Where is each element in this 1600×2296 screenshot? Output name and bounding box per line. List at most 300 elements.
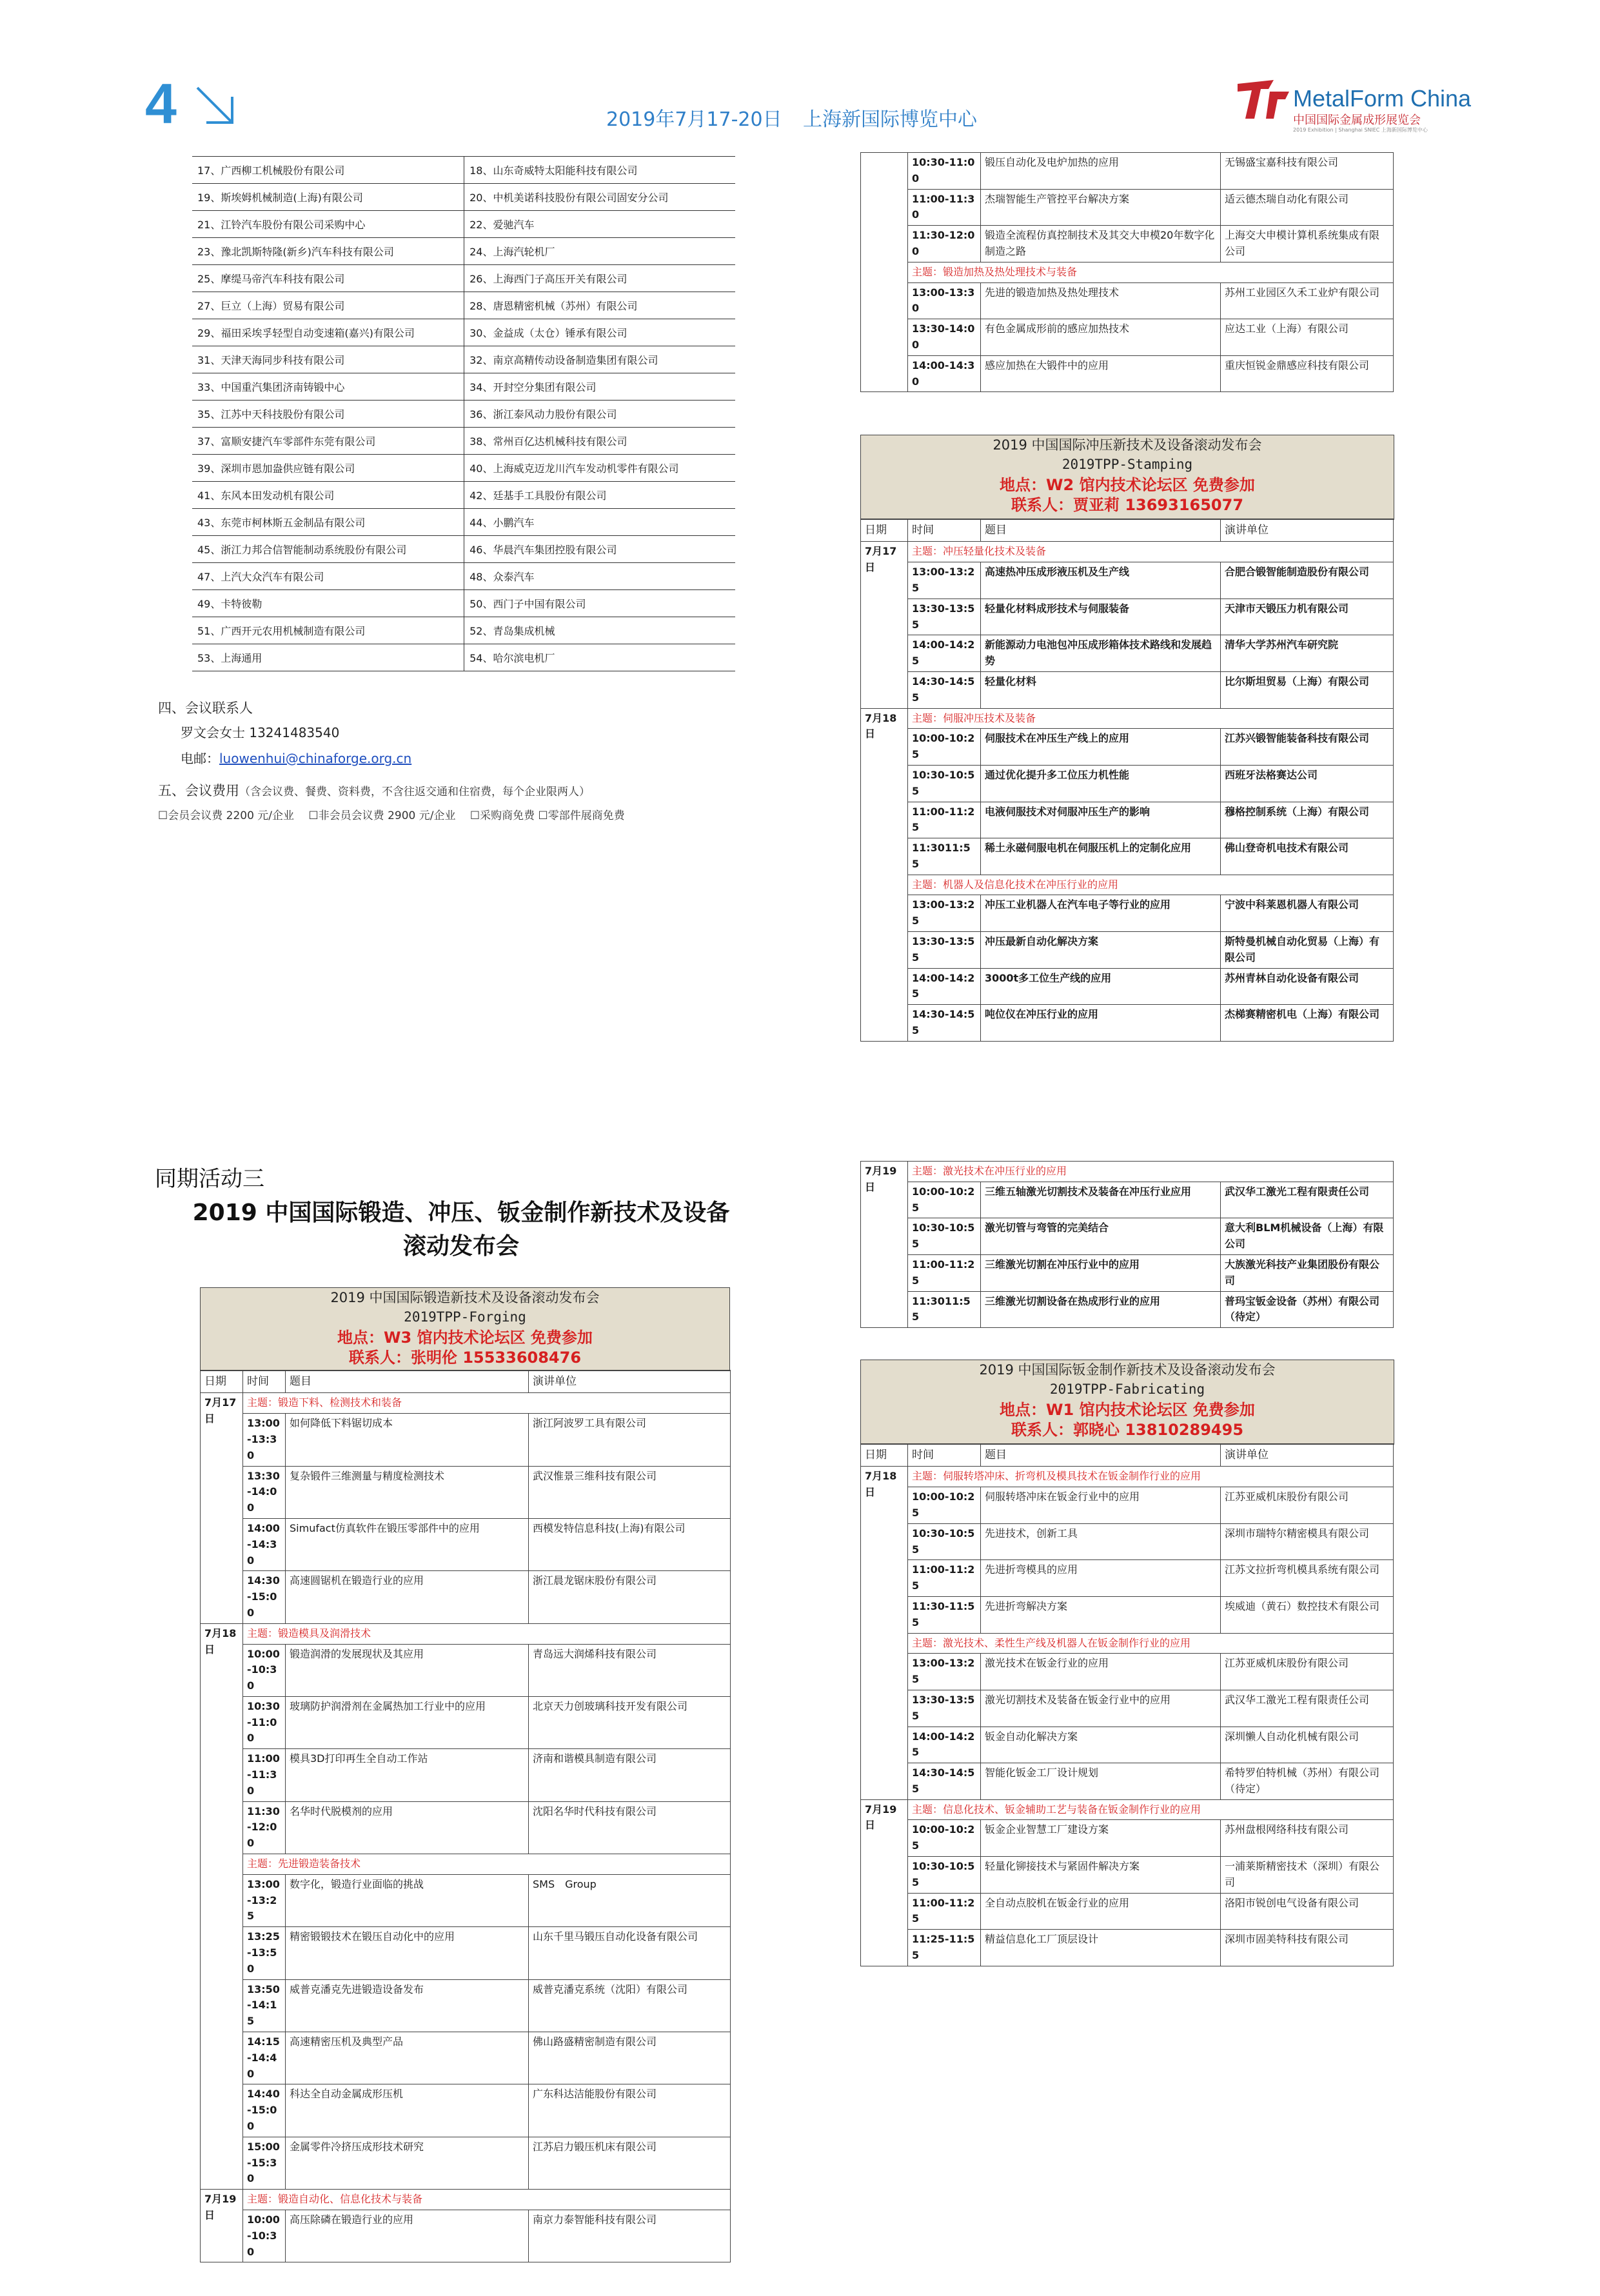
- session-row: [861, 1523, 1394, 1560]
- session-row: [861, 932, 1394, 969]
- schedule-header-row: [861, 519, 1394, 542]
- company-row: [192, 536, 735, 563]
- session-topic: 威普克潘克先进锻造设备发布: [286, 1979, 529, 2032]
- session-speaker: 武汉华工激光工程有限责任公司: [1221, 1690, 1394, 1727]
- session-speaker: 武汉华工激光工程有限责任公司: [1221, 1182, 1394, 1218]
- column-header: 时间: [908, 519, 981, 542]
- session-theme: 主题：机器人及信息化技术在冲压行业的应用: [908, 875, 1394, 895]
- theme-row: [861, 1799, 1394, 1820]
- stamping-banner-title: 2019 中国国际冲压新技术及设备滚动发布会: [993, 437, 1262, 453]
- session-topic: 科达全自动金属成形压机: [286, 2084, 529, 2137]
- company-name: 42、廷基手工具股份有限公司: [464, 482, 735, 509]
- session-time: 10:00-10:30: [243, 2210, 286, 2262]
- session-row: [861, 895, 1394, 932]
- session-row: [201, 1414, 731, 1466]
- session-row: [861, 671, 1394, 708]
- session-topic: 轻量化材料成形技术与伺服装备: [981, 599, 1221, 635]
- session-speaker: 一浦莱斯精密技术（深圳）有限公司: [1221, 1857, 1394, 1894]
- company-name: 29、福田采埃孚轻型自动变速箱(嘉兴)有限公司: [192, 319, 464, 346]
- session-row: [861, 599, 1394, 635]
- session-speaker: 比尔斯坦贸易（上海）有限公司: [1221, 671, 1394, 708]
- session-time: 11:30-11:55: [908, 1596, 981, 1633]
- session-speaker: 深圳市瑞特尔精密模具有限公司: [1221, 1523, 1394, 1560]
- session-topic: 新能源动力电池包冲压成形箱体技术路线和发展趋势: [981, 635, 1221, 672]
- activity-label: 同期活动三: [155, 1166, 264, 1192]
- company-name: 43、东莞市柯林斯五金制品有限公司: [192, 509, 464, 536]
- session-topic: 高速热冲压成形液压机及生产线: [981, 562, 1221, 599]
- date-cell: 7月18日: [861, 1467, 908, 1799]
- fabricating-banner-location: 地点：W1 馆内技术论坛区 免费参加: [1000, 1401, 1255, 1419]
- session-time: 11:25-11:55: [908, 1930, 981, 1966]
- session-time: 10:30-10:55: [908, 1523, 981, 1560]
- company-row: [192, 292, 735, 319]
- session-speaker: 浙江阿波罗工具有限公司: [529, 1414, 731, 1466]
- company-name: 47、上汽大众汽车有限公司: [192, 563, 464, 590]
- session-speaker: 浙江晨龙锯床股份有限公司: [529, 1571, 731, 1623]
- session-speaker: 普玛宝钣金设备（苏州）有限公司（待定）: [1221, 1291, 1394, 1328]
- session-time: 10:30-11:00: [243, 1696, 286, 1748]
- session-time: 14:30-14:55: [908, 1763, 981, 1800]
- session-speaker: 江苏兴锻智能装备科技有限公司: [1221, 729, 1394, 766]
- session-speaker: 江苏文拉折弯机模具系统有限公司: [1221, 1560, 1394, 1597]
- session-topic: 金属零件冷挤压成形技术研究: [286, 2137, 529, 2189]
- session-row: [861, 355, 1394, 392]
- session-topic: 有色金属成形前的感应加热技术: [981, 319, 1221, 356]
- date-cell: [861, 153, 908, 392]
- session-topic: 高速精密压机及典型产品: [286, 2032, 529, 2084]
- session-time: 14:15-14:40: [243, 2032, 286, 2084]
- company-name: 23、豫北凯斯特隆(新乡)汽车科技有限公司: [192, 238, 464, 265]
- session-row: [861, 968, 1394, 1005]
- session-row: [201, 1874, 731, 1926]
- session-time: 13:00-13:25: [908, 895, 981, 932]
- session-row: [201, 1696, 731, 1748]
- session-theme: 主题：锻造下料、检测技术和装备: [243, 1393, 731, 1414]
- session-row: [861, 1727, 1394, 1763]
- schedule-header-row: [861, 1444, 1394, 1467]
- session-speaker: 南京力泰智能科技有限公司: [529, 2210, 731, 2262]
- company-row: [192, 211, 735, 238]
- column-header: 题目: [286, 1371, 529, 1393]
- session-row: [861, 319, 1394, 356]
- fabricating-banner-contact: 联系人：郭晓心 13810289495: [1011, 1421, 1244, 1439]
- session-theme: 主题：锻造模具及润滑技术: [243, 1623, 731, 1644]
- session-time: 10:30-10:55: [908, 765, 981, 802]
- session-speaker: 江苏启力锻压机床有限公司: [529, 2137, 731, 2189]
- company-name: 30、金益成（太仓）锤承有限公司: [464, 319, 735, 346]
- session-speaker: 西模发特信息科技(上海)有限公司: [529, 1518, 731, 1570]
- date-cell: 7月17日: [201, 1393, 243, 1623]
- session-topic: 如何降低下料锯切成本: [286, 1414, 529, 1466]
- session-time: 15:00-15:30: [243, 2137, 286, 2189]
- stamping-banner: [860, 435, 1394, 520]
- session-topic: 感应加热在大锻件中的应用: [981, 355, 1221, 392]
- event-venue: 上海新国际博览中心: [803, 108, 977, 131]
- company-row: [192, 644, 735, 671]
- session-row: [861, 635, 1394, 672]
- forging-banner-code: 2019TPP-Forging: [404, 1309, 526, 1325]
- session-row: [861, 1218, 1394, 1255]
- date-cell: 7月18日: [201, 1623, 243, 2190]
- session-time: 11:00-11:25: [908, 1560, 981, 1597]
- stamping-banner-location: 地点：W2 馆内技术论坛区 免费参加: [1000, 476, 1255, 494]
- session-speaker: 应达工业（上海）有限公司: [1221, 319, 1394, 356]
- session-row: [861, 189, 1394, 226]
- session-topic: 电液伺服技术对伺服冲压生产的影响: [981, 802, 1221, 838]
- company-name: 31、天津天海同步科技有限公司: [192, 346, 464, 373]
- date-cell: 7月19日: [861, 1162, 908, 1328]
- session-time: 14:00-14:30: [243, 1518, 286, 1570]
- company-row: [192, 373, 735, 401]
- session-row: [861, 562, 1394, 599]
- company-name: 38、常州百亿达机械科技有限公司: [464, 428, 735, 455]
- session-time: 14:30-15:00: [243, 1571, 286, 1623]
- session-topic: Simufact仿真软件在锻压零部件中的应用: [286, 1518, 529, 1570]
- session-row: [861, 765, 1394, 802]
- company-name: 24、上海汽轮机厂: [464, 238, 735, 265]
- column-header: 时间: [243, 1371, 286, 1393]
- column-header: 日期: [861, 519, 908, 542]
- session-time: 13:30-14:00: [908, 319, 981, 356]
- company-name: 17、广西柳工机械股份有限公司: [192, 157, 464, 184]
- session-time: 13:00-13:30: [243, 1414, 286, 1466]
- session-speaker: 深圳懒人自动化机械有限公司: [1221, 1727, 1394, 1763]
- session-speaker: 苏州青林自动化设备有限公司: [1221, 968, 1394, 1005]
- company-name: 18、山东奇威特太阳能科技有限公司: [464, 157, 735, 184]
- session-topic: 激光切管与弯管的完美结合: [981, 1218, 1221, 1255]
- session-theme: 主题：激光技术、柔性生产线及机器人在钣金制作行业的应用: [908, 1633, 1394, 1654]
- session-topic: 钣金企业智慧工厂建设方案: [981, 1820, 1221, 1857]
- fee-heading: 五、会议费用: [158, 783, 239, 798]
- schedule-header-row: [201, 1371, 731, 1393]
- session-time: 13:30-13:55: [908, 932, 981, 969]
- session-row: [201, 2084, 731, 2137]
- session-speaker: 江苏亚威机床股份有限公司: [1221, 1487, 1394, 1524]
- session-speaker: 穆格控制系统（上海）有限公司: [1221, 802, 1394, 838]
- session-speaker: 杰梯赛精密机电（上海）有限公司: [1221, 1005, 1394, 1042]
- company-row: [192, 590, 735, 617]
- session-topic: 高速圆锯机在锻造行业的应用: [286, 1571, 529, 1623]
- session-topic: 吨位仪在冲压行业的应用: [981, 1005, 1221, 1042]
- company-name: 34、开封空分集团有限公司: [464, 373, 735, 401]
- theme-row: [201, 2190, 731, 2210]
- session-speaker: 宁波中科莱恩机器人有限公司: [1221, 895, 1394, 932]
- stamping-banner-contact: 联系人：贾亚莉 13693165077: [1011, 496, 1244, 514]
- company-name: 28、唐恩精密机械（苏州）有限公司: [464, 292, 735, 319]
- company-name: 53、上海通用: [192, 644, 464, 671]
- session-speaker: 重庆恒锐金鼎感应科技有限公司: [1221, 355, 1394, 392]
- company-row: [192, 401, 735, 428]
- session-speaker: 天津市天锻压力机有限公司: [1221, 599, 1394, 635]
- session-row: [201, 1518, 731, 1570]
- session-topic: 数字化，锻造行业面临的挑战: [286, 1874, 529, 1926]
- session-theme: 主题：先进锻造装备技术: [243, 1854, 731, 1875]
- company-row: [192, 482, 735, 509]
- session-topic: 锻造润滑的发展现状及其应用: [286, 1644, 529, 1696]
- session-row: [201, 1801, 731, 1854]
- session-topic: 稀土永磁伺服电机在伺服压机上的定制化应用: [981, 838, 1221, 875]
- forging-schedule: [200, 1370, 731, 2262]
- session-speaker: SMS Group: [529, 1874, 731, 1926]
- stamping-schedule: [860, 519, 1394, 1042]
- company-name: 54、哈尔滨电机厂: [464, 644, 735, 671]
- column-header: 题目: [981, 1444, 1221, 1467]
- session-time: 13:50-14:15: [243, 1979, 286, 2032]
- session-topic: 钣金自动化解决方案: [981, 1727, 1221, 1763]
- theme-row: [861, 708, 1394, 729]
- session-topic: 先进折弯模具的应用: [981, 1560, 1221, 1597]
- session-speaker: 江苏亚威机床股份有限公司: [1221, 1654, 1394, 1690]
- session-theme: 主题：冲压轻量化技术及装备: [908, 542, 1394, 562]
- company-name: 48、众泰汽车: [464, 563, 735, 590]
- session-time: 14:00-14:25: [908, 635, 981, 672]
- session-row: [861, 1857, 1394, 1894]
- session-topic: 复杂锻件三维测量与精度检测技术: [286, 1466, 529, 1518]
- session-row: [861, 1596, 1394, 1633]
- session-row: [861, 1291, 1394, 1328]
- session-speaker: 合肥合锻智能制造股份有限公司: [1221, 562, 1394, 599]
- session-row: [861, 153, 1394, 190]
- session-speaker: 佛山路盛精密制造有限公司: [529, 2032, 731, 2084]
- theme-row: [861, 1633, 1394, 1654]
- forging-banner: [200, 1287, 730, 1371]
- session-topic: 先进技术，创新工具: [981, 1523, 1221, 1560]
- fabricating-banner: [860, 1360, 1394, 1445]
- session-row: [861, 1182, 1394, 1218]
- session-row: [861, 1005, 1394, 1042]
- session-speaker: 无锡盛宝嘉科技有限公司: [1221, 153, 1394, 190]
- company-name: 37、富顺安捷汽车零部件东莞有限公司: [192, 428, 464, 455]
- session-theme: 主题：信息化技术、钣金辅助工艺与装备在钣金制作行业的应用: [908, 1799, 1394, 1820]
- company-name: 22、爱驰汽车: [464, 211, 735, 238]
- session-time: 11:30-12:00: [908, 226, 981, 262]
- session-topic: 智能化钣金工厂设计规划: [981, 1763, 1221, 1800]
- session-topic: 三维激光切割设备在热成形行业的应用: [981, 1291, 1221, 1328]
- company-name: 51、广西开元农用机械制造有限公司: [192, 617, 464, 644]
- session-time: 14:40-15:00: [243, 2084, 286, 2137]
- company-name: 49、卡特彼勒: [192, 590, 464, 617]
- column-header: 演讲单位: [1221, 519, 1394, 542]
- column-header: 演讲单位: [1221, 1444, 1394, 1467]
- date-cell: 7月19日: [201, 2190, 243, 2262]
- session-row: [201, 1749, 731, 1801]
- session-time: 14:00-14:25: [908, 1727, 981, 1763]
- session-time: 11:00-11:25: [908, 802, 981, 838]
- company-name: 46、华晨汽车集团控股有限公司: [464, 536, 735, 563]
- fabricating-banner-title: 2019 中国国际钣金制作新技术及设备滚动发布会: [979, 1362, 1276, 1378]
- session-topic: 锻造全流程仿真控制技术及其交大申模20年数字化制造之路: [981, 226, 1221, 262]
- session-time: 13:30-13:55: [908, 599, 981, 635]
- session-row: [861, 1487, 1394, 1524]
- theme-row: [861, 262, 1394, 282]
- session-theme: 主题：锻造自动化、信息化技术与装备: [243, 2190, 731, 2210]
- session-time: 14:30-14:55: [908, 671, 981, 708]
- session-row: [201, 1644, 731, 1696]
- session-time: 13:00-13:25: [908, 1654, 981, 1690]
- session-speaker: 佛山登奇机电技术有限公司: [1221, 838, 1394, 875]
- session-time: 11:00-11:30: [908, 189, 981, 226]
- session-time: 10:00-10:25: [908, 1820, 981, 1857]
- session-time: 13:30-14:00: [243, 1466, 286, 1518]
- company-row: [192, 509, 735, 536]
- session-speaker: 上海交大申模计算机系统集成有限公司: [1221, 226, 1394, 262]
- theme-row: [861, 875, 1394, 895]
- session-topic: 冲压工业机器人在汽车电子等行业的应用: [981, 895, 1221, 932]
- session-time: 14:00-14:30: [908, 355, 981, 392]
- session-speaker: 西班牙法格赛达公司: [1221, 765, 1394, 802]
- theme-row: [201, 1623, 731, 1644]
- session-time: 11:30-12:00: [243, 1801, 286, 1854]
- session-theme: 主题：伺服冲压技术及装备: [908, 708, 1394, 729]
- session-time: 10:00-10:25: [908, 1182, 981, 1218]
- forging-banner-title: 2019 中国国际锻造新技术及设备滚动发布会: [330, 1290, 600, 1305]
- session-topic: 激光技术在钣金行业的应用: [981, 1654, 1221, 1690]
- session-time: 13:00-13:25: [243, 1874, 286, 1926]
- column-header: 日期: [861, 1444, 908, 1467]
- company-name: 44、小鹏汽车: [464, 509, 735, 536]
- logo-subtitle: 中国国际金属成形展览会: [1293, 114, 1421, 127]
- session-row: [201, 2137, 731, 2189]
- session-row: [861, 1560, 1394, 1597]
- session-topic: 通过优化提升多工位压力机性能: [981, 765, 1221, 802]
- session-row: [201, 1466, 731, 1518]
- session-row: [861, 838, 1394, 875]
- column-header: 日期: [201, 1371, 243, 1393]
- diagonal-arrow-icon: [193, 84, 239, 129]
- session-topic: 伺服转塔冲床在钣金行业中的应用: [981, 1487, 1221, 1524]
- logo-wordmark: MetalForm China: [1293, 85, 1472, 112]
- session-time: 10:00-10:30: [243, 1644, 286, 1696]
- fabricating-banner-code: 2019TPP-Fabricating: [1049, 1381, 1205, 1397]
- session-row: [861, 1763, 1394, 1800]
- session-speaker: 适云德杰瑞自动化有限公司: [1221, 189, 1394, 226]
- company-row: [192, 184, 735, 211]
- session-speaker: 苏州盘根网络科技有限公司: [1221, 1820, 1394, 1857]
- activity-title: 2019 中国国际锻造、冲压、钣金制作新技术及设备: [192, 1200, 730, 1226]
- theme-row: [861, 1162, 1394, 1182]
- session-topic: 玻璃防护润滑剂在金属热加工行业中的应用: [286, 1696, 529, 1748]
- session-topic: 精密锻锻技术在锻压自动化中的应用: [286, 1927, 529, 1979]
- forging-banner-location: 地点：W3 馆内技术论坛区 免费参加: [337, 1329, 593, 1347]
- session-topic: 激光切割技术及装备在钣金行业中的应用: [981, 1690, 1221, 1727]
- session-row: [861, 226, 1394, 262]
- session-speaker: 沈阳名华时代科技有限公司: [529, 1801, 731, 1854]
- session-speaker: 青岛远大润烯科技有限公司: [529, 1644, 731, 1696]
- session-time: 14:30-14:55: [908, 1005, 981, 1042]
- date-cell: 7月17日: [861, 542, 908, 708]
- logo-tagline: 2019 Exhibition | Shanghai SNIEC 上海新国际博览中心: [1293, 127, 1428, 133]
- company-name: 21、江铃汽车股份有限公司采购中心: [192, 211, 464, 238]
- company-name: 33、中国重汽集团济南铸锻中心: [192, 373, 464, 401]
- session-topic: 高压除磷在锻造行业的应用: [286, 2210, 529, 2262]
- company-name: 50、西门子中国有限公司: [464, 590, 735, 617]
- fee-note: （含会议费、餐费、资料费，不含往返交通和住宿费，每个企业限两人）: [239, 786, 590, 798]
- metalform-logo-icon: [1235, 77, 1292, 123]
- activity-subtitle: 滚动发布会: [402, 1233, 519, 1260]
- theme-row: [201, 1393, 731, 1414]
- event-dates: 2019年7月17-20日: [606, 108, 782, 131]
- contact-person: 罗文会女士 13241483540: [181, 725, 340, 740]
- session-row: [861, 1654, 1394, 1690]
- session-time: 10:00-10:25: [908, 729, 981, 766]
- company-row: [192, 346, 735, 373]
- company-row: [192, 265, 735, 292]
- session-row: [861, 1893, 1394, 1930]
- company-row: [192, 563, 735, 590]
- session-row: [201, 1571, 731, 1623]
- company-name: 39、深圳市恩加盎供应链有限公司: [192, 455, 464, 482]
- company-name: 20、中机美诺科技股份有限公司固安分公司: [464, 184, 735, 211]
- session-time: 10:30-10:55: [908, 1218, 981, 1255]
- company-name: 45、浙江力邦合信智能制动系统股份有限公司: [192, 536, 464, 563]
- session-time: 13:00-13:25: [908, 562, 981, 599]
- session-speaker: 大族激光科技产业集团股份有限公司: [1221, 1254, 1394, 1291]
- session-speaker: 希特罗伯特机械（苏州）有限公司（待定）: [1221, 1763, 1394, 1800]
- session-theme: 主题：激光技术在冲压行业的应用: [908, 1162, 1394, 1182]
- session-row: [201, 1927, 731, 1979]
- session-topic: 名华时代脱模剂的应用: [286, 1801, 529, 1854]
- session-row: [861, 1930, 1394, 1966]
- session-speaker: 广东科达洁能股份有限公司: [529, 2084, 731, 2137]
- session-speaker: 清华大学苏州汽车研究院: [1221, 635, 1394, 672]
- session-topic: 先进的锻造加热及热处理技术: [981, 282, 1221, 319]
- company-name: 35、江苏中天科技股份有限公司: [192, 401, 464, 428]
- session-time: 11:00-11:25: [908, 1893, 981, 1930]
- column-header: 时间: [908, 1444, 981, 1467]
- session-topic: 3000t多工位生产线的应用: [981, 968, 1221, 1005]
- laser-schedule: [860, 1161, 1394, 1328]
- company-name: 27、巨立（上海）贸易有限公司: [192, 292, 464, 319]
- session-row: [861, 1254, 1394, 1291]
- session-topic: 锻压自动化及电炉加热的应用: [981, 153, 1221, 190]
- fee-row: [158, 780, 590, 800]
- fabricating-schedule: [860, 1443, 1394, 1966]
- session-speaker: 济南和谐模具制造有限公司: [529, 1749, 731, 1801]
- date-cell: 7月19日: [861, 1799, 908, 1966]
- company-name: 36、浙江泰风动力股份有限公司: [464, 401, 735, 428]
- session-speaker: 深圳市固美特科技有限公司: [1221, 1930, 1394, 1966]
- theme-row: [861, 1467, 1394, 1487]
- company-name: 41、东风本田发动机有限公司: [192, 482, 464, 509]
- session-topic: 轻量化材料: [981, 671, 1221, 708]
- company-row: [192, 617, 735, 644]
- forging-schedule-continued: [860, 152, 1394, 392]
- session-topic: 轻量化铆接技术与紧固件解决方案: [981, 1857, 1221, 1894]
- session-speaker: 苏州工业园区久禾工业炉有限公司: [1221, 282, 1394, 319]
- page-number: 4: [145, 72, 177, 135]
- company-row: [192, 319, 735, 346]
- session-time: 10:00-10:25: [908, 1487, 981, 1524]
- company-name: 19、斯埃姆机械制造(上海)有限公司: [192, 184, 464, 211]
- session-row: [861, 1820, 1394, 1857]
- company-row: [192, 157, 735, 184]
- session-topic: 伺服技术在冲压生产线上的应用: [981, 729, 1221, 766]
- session-topic: 杰瑞智能生产管控平台解决方案: [981, 189, 1221, 226]
- session-speaker: 山东千里马锻压自动化设备有限公司: [529, 1927, 731, 1979]
- forging-banner-contact: 联系人：张明伦 15533608476: [348, 1349, 582, 1367]
- theme-row: [201, 1854, 731, 1875]
- session-time: 13:30-13:55: [908, 1690, 981, 1727]
- session-speaker: 洛阳市锐创电气设备有限公司: [1221, 1893, 1394, 1930]
- company-row: [192, 455, 735, 482]
- session-speaker: 埃威迪（黄石）数控技术有限公司: [1221, 1596, 1394, 1633]
- session-row: [201, 2032, 731, 2084]
- contact-email-row: [181, 748, 411, 767]
- session-speaker: 威普克潘克系统（沈阳）有限公司: [529, 1979, 731, 2032]
- email-link[interactable]: luowenhui@chinaforge.org.cn: [219, 751, 412, 766]
- column-header: 题目: [981, 519, 1221, 542]
- company-name: 40、上海威克迈龙川汽车发动机零件有限公司: [464, 455, 735, 482]
